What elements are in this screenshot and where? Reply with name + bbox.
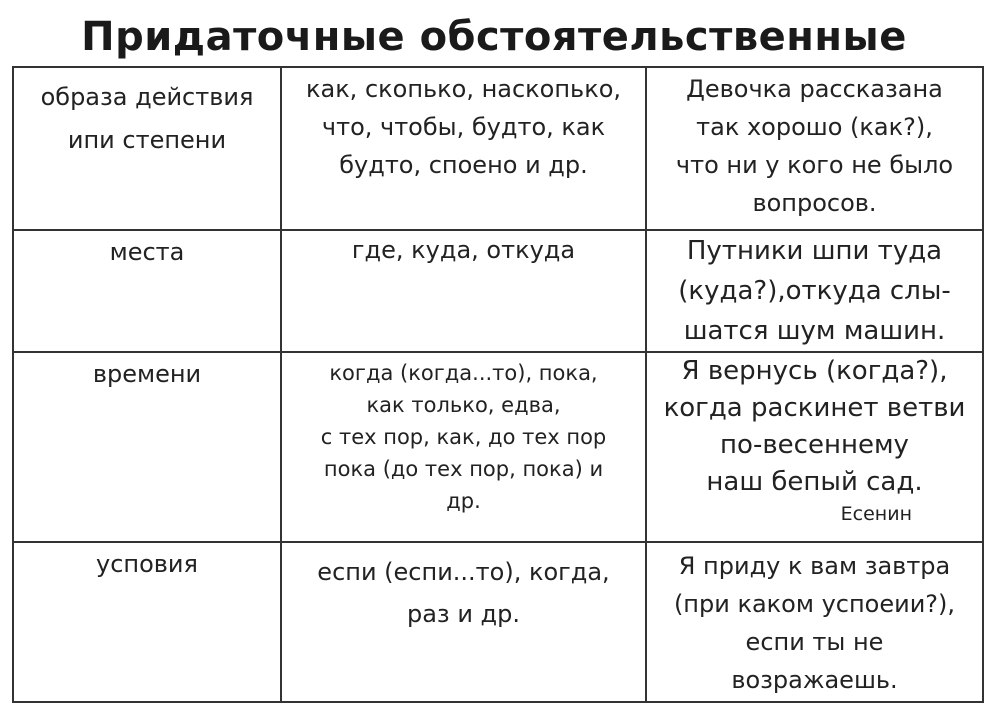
conjunction-text: будто, споено и др. (339, 151, 588, 179)
conjunction-cell (281, 230, 646, 352)
page-title: Придаточные обстоятельственные (81, 14, 907, 60)
table-row (13, 67, 983, 230)
example-text: наш бепый сад. (706, 467, 923, 497)
example-text: что ни у кого не было (675, 151, 954, 179)
table-row (13, 352, 983, 542)
conjunction-text: раз и др. (406, 600, 520, 628)
example-text: Я вернусь (когда?), (681, 356, 948, 386)
example-text: Я приду к вам завтра (678, 552, 951, 580)
table-row (13, 542, 983, 702)
type-text: ипи степени (67, 126, 227, 154)
table-row (13, 230, 983, 352)
conjunction-cell (281, 542, 646, 702)
example-cell (646, 542, 983, 702)
example-text: (куда?),откуда слы- (678, 276, 951, 306)
example-text: Путники шпи туда (686, 236, 943, 266)
conjunction-text: как только, едва, (366, 393, 561, 417)
conjunction-text: как, скопько, наскопько, (305, 75, 622, 103)
conjunction-text: пока (до тех пор, пока) и (323, 457, 604, 481)
example-text: так хорошо (как?), (696, 113, 933, 141)
conjunction-text: что, чтобы, будто, как (321, 113, 606, 141)
example-text: еспи ты не (745, 628, 884, 656)
example-text: когда раскинет ветви (663, 393, 966, 423)
type-text: усповия (96, 550, 198, 578)
example-text: Девочка рассказана (686, 75, 943, 103)
type-cell (13, 230, 281, 352)
conjunction-cell (281, 67, 646, 230)
example-text: возражаешь. (731, 666, 898, 694)
example-cell (646, 67, 983, 230)
conjunction-text: когда (когда...то), пока, (329, 361, 598, 385)
conjunction-text: др. (446, 489, 481, 513)
type-text: образа действия (40, 83, 254, 111)
conjunction-text: еспи (еспи...то), когда, (317, 558, 610, 586)
example-text: шатся шум машин. (683, 316, 946, 346)
example-text: по-весеннему (720, 430, 909, 460)
type-cell (13, 352, 281, 542)
type-text: места (109, 238, 185, 266)
example-cell (646, 230, 983, 352)
conjunction-text: где, куда, откуда (351, 236, 576, 264)
type-text: времени (92, 360, 202, 388)
example-cell (646, 352, 983, 542)
example-text: (при каком успоеии?), (673, 590, 956, 618)
clauses-table (12, 66, 984, 703)
author-name: Есенин (840, 503, 912, 525)
conjunction-cell (281, 352, 646, 542)
type-cell (13, 67, 281, 230)
example-text: вопросов. (752, 189, 877, 217)
conjunction-text: с тех пор, как, до тех пор (320, 425, 607, 449)
type-cell (13, 542, 281, 702)
